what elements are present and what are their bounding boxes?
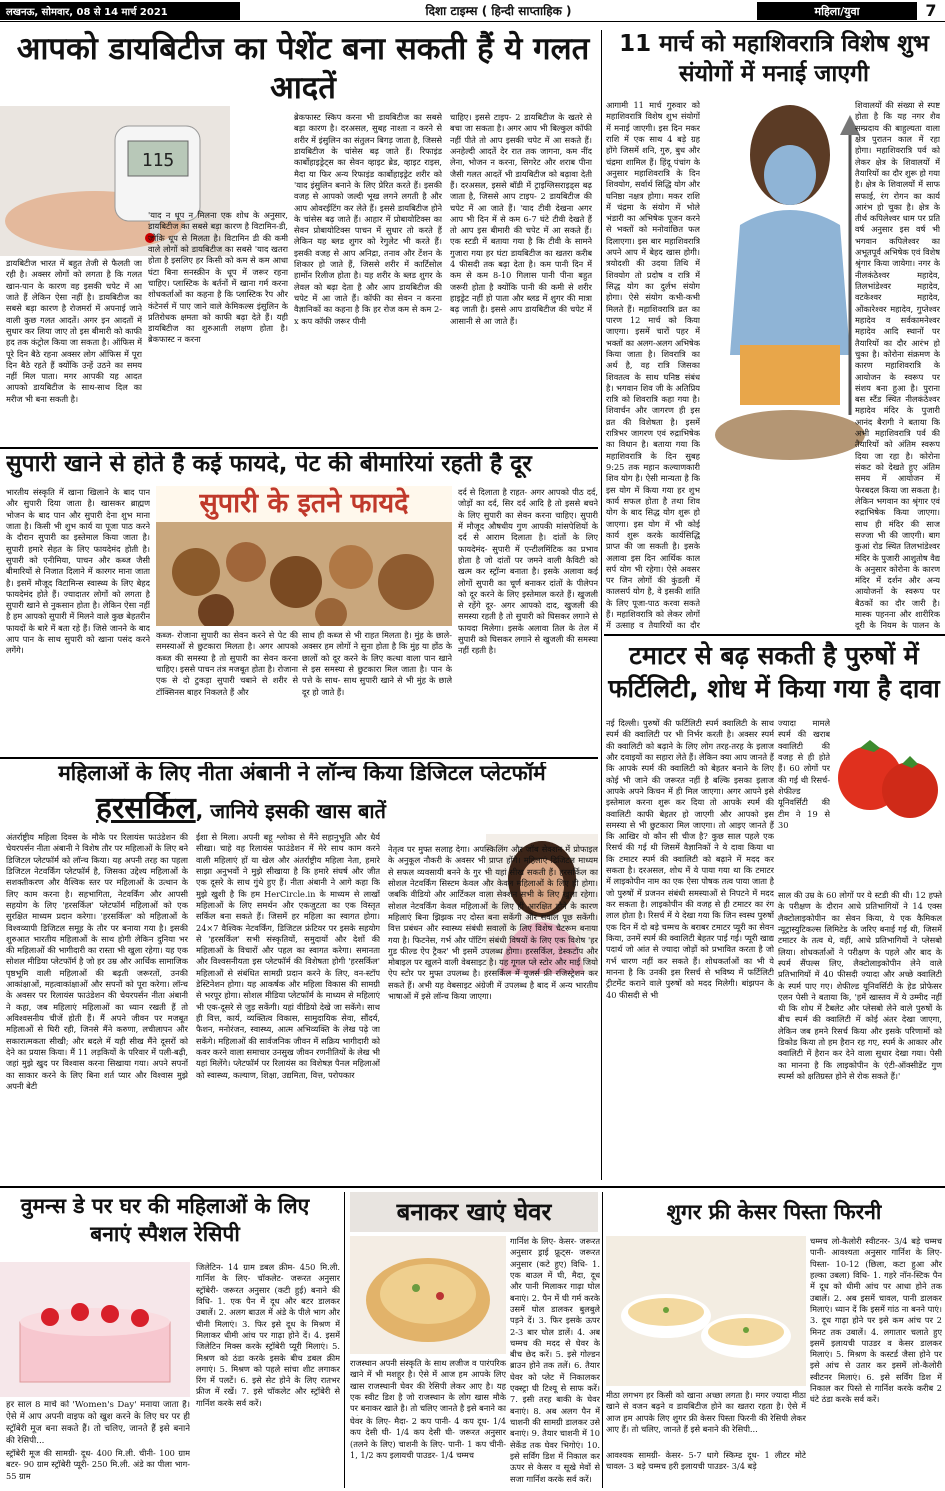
article7-ghevar-image (350, 1236, 506, 1354)
article3-subheadline (6, 792, 476, 826)
article8-headline: शुगर फ्री केसर पिस्ता फिरनी (666, 1200, 882, 1224)
article2-col1: भारतीय संस्कृति में खाना खिलाने के बाद पान और सुपारी दिया जाता है। खासकर ब्राह्मण भोजन के बाद पान और सुपारी देना शुभ माना जाता है। किसी भी शुभ कार्य या पूजा पाठ करने के दौरान सुपारी का इस्तेमाल किया जाता है। सुपारी हमारे सेहत के लिए फायदेमंद होती है। सुपारी को एनीमिया, पाचन और कब्ज जैसी बीमारियों से निजात दिलाने में कारगर माना जाता है। इसमें मौजूद विटामिन्स स्वास्थ्य के लिए बेहद फायदेमंद होते हैं। ज्यादातर लोगों को लगता है सुपारी खाने से नुकसान होता है। लेकिन ऐसा नहीं है हम आपको सुपारी में मिलने वाले कुछ बेहतरीन फायदों के बारे में बता रहे हैं। जिसे जानने के बाद आप पान के साथ सुपारी को खाना पसंद करने लगेंगे। (6, 487, 150, 656)
strawberry-cake-illustration (0, 1262, 190, 1397)
article5-col2b: साल की उम्र के 60 लोगों पर ये स्टडी की थी। 12 हफ्ते के परीक्षण के दौरान आधे प्रतिभागियों ने 14 एक्स लैक्टोलाइकोपीन का सेवन किया, ये एक कैमिकल न्यूट्रास्युटिकल्स लिमिटेड के जरिए बनाई गई थी, जिसमें टमाटर के तत्व थे, वहीं, आधे प्रतिभागियों ने प्लेसबो लिया। शोधकर्ताओं ने परीक्षण के पहले और बाद के स्पर्म सैंपल्स लिए, लैक्टोलाइकोपीन लेने वाले प्रतिभागियों में 40 फीसदी ज्यादा और अच्छे क्वालिटी के स्पर्म पाए गए। शेफील्ड यूनिवर्सिटी के हेड प्रोफेसर एलन पेसी ने बताया कि, 'हमें खास्तव में ये उम्मीद नहीं थी कि शोध में टैबलेट और प्लेसबो लेने वाले पुरुषों के बीच स्पर्म की क्वालिटी में कोई अंतर देखा जाएगा, लेकिन जब हमने रिसर्च किया और इसके परिणामों को डिकोड किया तो हम हैरान रह गए, स्पर्म के आकार और क्वालिटी में हैरान कर देने वाला सुधार देखा गया। पेसी का मानना है कि लाइकोपीन के एंटी-ऑक्सीडेंट गुण स्पर्म्स को क्षतिग्रस्त होने से रोक सकते हैं।' (778, 890, 942, 1081)
article5-tomato-image (830, 718, 942, 828)
article1-col1: डायबिटीज भारत में बहुत तेजी से फैलती जा रही है। अक्सर लोगों को लगता है कि गलत खान-पान के कारण वह इसकी चपेट में आ जाते हैं लेकिन ऐसा नहीं है। डायबिटीज का सबसे बड़ा कारण है रोजमर्रा में अपनाई जाने वाली कुछ गलत आदतें। अगर इन आदतों में सुधार कर लिया जाए तो इस बीमारी को काफी हद तक कंट्रोल किया जा सकता है। ऑफिस में पूरे दिन बैठे रहना अक्सर लोग ऑफिस में पूरा दिन बैठे रहते हैं क्योंकि उन्हें उठने का समय नहीं मिल पाता। मगर आपकी यह आदत आपको डायबिटीज के साथ-साथ दिल का मरीज भी बना सकती है। (6, 258, 142, 404)
article3-col1: अंतर्राष्ट्रीय महिला दिवस के मौके पर रिलायंस फाउंडेशन की चेयरपर्सन नीता अंबानी ने विशेष तौर पर महिलाओं के लिए बने डिजिटल प्लेटफॉर्म को लॉन्च किया। यह अपनी तरह का पहला डिजिटल नेटवर्किंग प्लेटफॉर्म है, जिसका उद्देश्य महिलाओं के सशक्तीकरण और वैश्विक स्तर पर महिलाओं के उत्थान के लिए काम करना है। सहभागिता, नेटवर्किंग और आपसी सहयोग के लिए 'हरसर्किल' प्लेटफॉर्म महिलाओं को एक सुरक्षित माध्यम प्रदान करेगा। 'हरसर्किल' को महिलाओं के विश्वव्यापी डिजिटल समूह के तौर पर बनाया गया है। इसकी शुरुआत भारतीय महिलाओं के साथ होगी लेकिन दुनिया भर की महिलाओं की भागीदारी का रास्ता भी खुला रहेगा। यह एक सोशल मीडिया प्लेटफॉर्म है जो हर उम्र और आर्थिक सामाजिक पृष्ठभूमि वाली महिलाओं की बढ़ती जरूरतों, उनकी आकांक्षाओं, महत्वाकांक्षाओं और सपनों को पूरा करेगा। लॉन्च के अवसर पर रिलायंस फाउंडेशन की चेयरपर्सन नीता अंबानी ने कहा, जब महिलाएं महिलाओं का ध्यान रखती हैं तो अविश्वसनीय चीजें होती हैं। मैं अपने जीवन पर मजबूत महिलाओं से घिरी रही, जिनसे मैंने करुणा, लचीलापन और सकारात्मकता सीखी; और बदले में यही सीख मैंने दूसरों को देने का प्रयास किया। मैं 11 लड़कियों के परिवार में पली-बढ़ी, जहां मुझे खुद पर विश्वास करना सिखाया गया। अपने सपनों का साकार करने के लिए बिना शर्त प्यार और विश्वास मुझे अपनी बेटी (6, 832, 188, 1091)
article2-banner-image (156, 486, 452, 626)
masthead: दिशा टाइम्स ( हिन्दी साप्ताहिक ) (425, 4, 572, 18)
article4-col2: शिवालयों की संख्या से स्पष्ट होता है कि यह नगर शैव सम्प्रदाय की बाहुल्यता वाला क्षेत्र पुरातन काल में रहा होगा। महाशिवरात्रि पर्व को लेकर क्षेत्र के शिवालयों में तैयारियों का दौर शुरू हो गया है। क्षेत्र के शिवालयों में साफ सफाई, रंग रोगन का कार्य आरंभ हो चुका है। क्षेत्र के तीर्थ कपिलेश्वर धाम पर प्रति वर्ष अनुसार इस वर्ष भी भगवान कपिलेश्वर का अभूतपूर्व अभिषेक एवं विशेष श्रृंगार किया जायेगा। नगर के नीलकंठेश्वर महादेव, तिलभांडेश्वर महादेव, वटकेश्वर महादेव, ओंकारेश्वर महादेव, गुप्तेश्वर महादेव व सर्वकामनेश्वर महादेव आदि स्थानों पर तैयारियों का दौर आरंभ हो चुका है। कोरोना संक्रमण के कारण महाशिवरात्रि के आयोजन के स्वरूप पर संशय बना हुआ है। पुराना बस स्टैंड स्थित नीलकंठेश्वर महादेव मंदिर के पुजारी आनंद बैरागी ने बताया कि अभी महाशिवरात्रि पर्व की तैयारियों को अंतिम स्वरूप दिया जा रहा है। कोरोना संकट को देखते हुए अंतिम समय में आयोजन में फेरबदल किया जा सकता है। लेकिन भगवान का श्रृंगार एवं रुद्राभिषेक किया जाएगा। साथ ही मंदिर की साज सज्जा भी की जाएगी। बाग कुआं रोड स्थित तिलभांडेश्वर मंदिर के पुजारी आशुतोष वैद्य के अनुसार कोरोना के कारण मंदिर में दर्शन और अन्य आयोजनों के स्वरूप पर बैठकों का दौर जारी है। मास्क पहनना और शारीरिक दूरी के नियम के पालन के (855, 100, 940, 630)
divider (0, 757, 598, 759)
divider (0, 447, 598, 449)
article6-col2: जिलेटिन- 14 ग्राम डबल क्रीम- 450 मि.ली. गार्निश के लिए- चॉकलेट- जरूरत अनुसार स्ट्रॉबेरी- जरूरत अनुसार (कटी हुई) बनाने की विधि- 1. एक पैन में दूध और बटर डालकर उबालें। 2. अलग बाउल में अंडे के पीले भाग और चीनी मिलाएं। 3. फिर इसे दूध के मिश्रण में मिलाकर धीमी आंच पर गाढ़ा होने दें। 4. इसमें जिलेटिन मिक्स करके स्ट्रॉबेरी प्यूरी मिलाएं। 5. मिश्रण को ठंडा करके इसके बीच डबल क्रीम लगाएं। 5. मिश्रण को पहले सांचा शीट लगाकर रिंग में पलटें। 6. इसे सेट होने के लिए रातभर फ्रीज में रखें। 7. इसे चॉकलेट और स्ट्रॉबेरी से गार्निश करके सर्व करें। (196, 1262, 340, 1408)
article1-col2: 'याद न धूप न मिलना एक शोध के अनुसार, डायबिटीज का सबसे बड़ा कारण है विटामिन-डी, जोकि धूप से मिलता है। विटामिन डी की कमी वाले लोगों को डायबिटीज का सबसे 'याद खतरा होता है इसलिए हर किसी को कम से कम आधा घंटा बिना सनस्क्रीन के धूप में जरूर रहना चाहिए। प्लास्टिक के बर्तनों में खाना गर्म करना शोधकर्ताओं का कहना है कि प्लास्टिक रैप और कंटेनर्स में पाए जाने वाले केमिकल्स इंसुलिन के प्रतिरोधक क्षमता को काफी बढ़ा देते हैं। यही डायबिटीज का शुरुआती लक्षण होता है। ब्रेकफास्ट न करना (148, 210, 288, 345)
article8-intro: मीठा लगभग हर किसी को खाना अच्छा लगता है। मगर ज्यादा मीठा खाने से वजन बढ़ने व डायबिटीज होने का खतरा रहता है। ऐसे में आज हम आपके लिए शुगर फ्री केसर पिस्ता फिरनी की रेसिपी लेकर आए हैं। तो चलिए, जानते हैं इसे बनाने की रेसिपी... (606, 1390, 806, 1434)
banner-title: सुपारी के इतने फायदे (156, 486, 452, 522)
section-label: महिला/युवा (757, 2, 917, 20)
article2-headline: सुपारी खाने से होते है कई फायदे, पेट की बीमारियां रहती है दूर (6, 452, 532, 477)
hercircle-title: हरसर्किल (96, 792, 196, 826)
article4-shiva-image (700, 95, 880, 470)
article6-headline: वुमन्स डे पर घर की महिलाओं के लिए बनाएं स्पैशल रेसिपी (20, 1194, 310, 1247)
article3-col2: ईशा से मिला। अपनी बहू श्लोका से मैंने सहानुभूति और धैर्य सीखा। चाहे वह रिलायंस फाउंडेशन में मेरे साथ काम करने वाली महिलाएं हों या खेल और अंतर्राष्ट्रीय महिला नेता, हमारे साझा अनुभवों ने मुझे सीखाया है कि हमारे संघर्ष और जीत एक दूसरे के साथ गुंथे हुए हैं। नीता अंबानी ने आगे कहा कि मुझे खुशी है कि हम HerCircle.in के माध्यम से लाखों महिलाओं के लिए समर्थन और एकजुटता का एक विस्तृत सर्किल बना सकते हैं। जिसमें हर महिला का स्वागत होगा। 24×7 वैश्विक नेटवर्किंग, डिजिटल फ्रंटियर पर इसके सहयोग से 'हरसर्किल' सभी संस्कृतियों, समुदायों और देशों की महिलाओं के विचारों और पहल का स्वागत करेगा। समानता और विश्वसनीयता इस प्लेटफॉर्म की विशेषता होगी 'हरसर्किल' महिलाओं से संबंधित सामग्री प्रदान करने के लिए, वन-स्टॉप डेस्टिनेशन होगा। यह आकर्षक और महिला विकास की सामग्री से भरपूर होगा। सोशल मीडिया प्लेटफॉर्म के माध्यम से महिलाएं भी एक-दूसरे से जुड़ सकेंगी। यहां वीडियो देखे जा सकेंगे। साथ ही वित्त, कार्य, व्यक्तित्व विकास, सामुदायिक सेवा, सौंदर्य, फैशन, मनोरंजन, स्वास्थ्य, आत्म अभिव्यक्ति के लेख पढ़े जा सकेंगे। महिलाओं की सार्वजनिक जीवन में सक्रिय भागीदारी को कवर करने वाला समाचार उनसुख जीवन रणनीतियों के लेख भी यहां मिलेंगे। प्लेटफॉर्म पर रिलायंस का विशेषज्ञ पैनल महिलाओं को स्वास्थ्य, कल्याण, शिक्षा, उद्यमिता, वित्त, परोपकार (196, 832, 380, 1080)
article7-intro: राजस्थान अपनी संस्कृति के साथ लजीज व पारंपरिक खाने में भी मशहूर है। ऐसे में आज हम आपके लिए खास राजस्थानी घेवर की रेसिपी लेकर आए है। यह एक स्वीट डिश है जो राजस्थान के लोग खास मौके पर बनाकर खाते है। तो चलिए जानते है इसे बनाने का (350, 1358, 506, 1414)
article1-headline: आपको डायबिटीज का पेशेंट बना सकती हैं ये गलत आदतें (16, 31, 590, 106)
phirni-bowls-illustration (606, 1236, 806, 1386)
column-divider (602, 1192, 603, 1488)
article3-headline: महिलाओं के लिए नीता अंबानी ने लॉन्च किया डिजिटल प्लेटफॉर्म (58, 762, 546, 785)
article8-phirni-image (606, 1236, 806, 1386)
article6-cake-image (0, 1262, 190, 1397)
article1-col3: ब्रेकफास्ट स्किप करना भी डायबिटीज का सबसे बड़ा कारण है। दरअसल, सुबह नाश्ता न करने से शरीर में इंसुलिन का संतुलन बिगड़ जाता है, जिससे डायबिटीज के चांसेस बढ़ जाते हैं। रिफाइंड कार्बोहाइड्रेट्स का सेवन व्हाइट ब्रेड, व्हाइट राइस, मैदा या फिर अन्य रिफाइंड कार्बोहाइड्रेट शरीर को 'याद इंसुलिन बनाने के लिए प्रेरित करते हैं। इसकी वजह से आपको जल्दी भूख लगने लगती है और आप ओवरईटिंग कर लेते हैं। इससे डायबिटीज होने के चांसेस बढ़ जाते हैं। आहार में प्रोबायोटिक्स का सेवन प्रोबायोटिक्स पाचन में सुधार तो करते हैं लेकिन यह ब्लड शुगर को रेगुलेट भी करते हैं। इसकी वजह से आप अनिद्रा, तनाव और टेंशन के शिकार हो जाते हैं, जिससे शरीर में कार्टिसोल हार्मोन रिलीज होता है। यह शरीर के ब्लड शुगर के लेवल को बढ़ा देता है और आप डायबिटीज की चपेट में आ जाते हैं। कॉफी का सेवन न करना वैज्ञानिकों का कहना है कि हर रोज कम से कम 2-x कप कॉफी जरूर पीनी (294, 112, 442, 326)
article4-headline: 11 मार्च को महाशिवरात्रि विशेष शुभ संयोगों में मनाई जाएगी (619, 31, 929, 87)
article8-ingredients: आवश्यक सामग्री- केसर- 5-7 धागे स्किम्ड दूध- 1 लीटर मोटे चावल- 3 बड़े चम्मच हरी इलायची पाउडर- 3/4 बड़े (606, 1450, 806, 1472)
article3-col3: नेतृत्व पर मुफ्त सलाह देगा। अपस्किलिंग और जॉब सेक्शन में प्रोफाइल के अनुकूल नौकरी के अवसर भी प्राप्त होंगे। महिलाएं डिजिटल माध्यम से सफल व्यवसायी बनने के गुर भी यहां सीख सकती हैं। हरसर्किल का सोशल नेटवर्किंग सिस्टम केवल और केवल महिलाओं के लिए ही होगा। जबकि वीडियो और आर्टिकल वाला सेक्शन सभी के लिए खुला रहेगा। सोशल नेटवर्किंग केवल महिलाओं के लिए ही आरक्षित होने के कारण महिलाएं बिना झिझक नए दोस्त बना सकेंगी और सवाल पूछ सकेंगी। वित्त प्रबंधन और स्वास्थ्य संबंधी सवालों के लिए विशेष चैटरूम बनाया गया है। फिटनेस, गर्भ और पॉटिंग संबंधी विषयों के लिए एक विशेष 'हर गुड फील्ड ऐप ट्रैकर' भी इसमें उपलब्ध होगा। हरसर्किल, डेस्कटॉप और मोबाइल पर खुलने वाली वेबसाइट है। यह गूगल प्ले स्टोर और माई जियो ऐप स्टोर पर मुफ्त उपलब्ध है। हरसर्किल में यूजर्स फ्री रजिस्ट्रेशन कर सकते हैं। अभी यह वेबसाइट अंग्रेजी में उपलब्ध है बाद में अन्य भारतीय भाषाओं में इसे लॉन्च किया जाएगा। (388, 844, 598, 1002)
areca-nuts-illustration (156, 522, 452, 626)
article2-col2: कब्ज- रोजाना सुपारी का सेवन करने से पेट की समस्याओं से छुटकारा मिलता है। अगर आपको कब्ज की समस्या है तो सुपारी का सेवन करना चाहिए। इससे पाचन तंत्र मजबूत होता है। रोजाना एक से दो टुकड़ा सुपारी चबाने से शरीर से टॉक्सिनस बाहर निकलते हैं और (156, 630, 298, 697)
ghevar-illustration (350, 1236, 506, 1354)
column-divider (601, 30, 602, 1180)
article7-headline: बनाकर खाएं घेवर (350, 1192, 598, 1232)
article8-col2: चम्मच लो-कैलोरी स्वीटनर- 3/4 बड़े चम्मच पानी- आवश्यता अनुसार गार्निश के लिए- पिस्ता- 10-12 (छिला, कटा हुआ और हल्का उबला) विधि- 1. गहरे नॉन-स्टिक पैन में दूध को धीमी आंच पर आधा होने तक उबालें। 2. अब इसमें चावल, पानी डालकर मिलाएं। ध्यान दें कि इसमें गांठ ना बनने पाएं। 3. दूध गाढ़ा होने पर इसे कम आंच पर 2 मिनट तक उबालें। 4. लगातार चलाते हुए इसमें इलायची पाउडर व केसर डालकर मिलाएं। 5. मिश्रण के कस्टर्ड जैसा होने पर इसे आंच से उतार कर इसमें लो-कैलोरी स्वीटनर मिलाएं। 6. इसे सर्विंग डिश में निकाल कर पिस्ते से गार्निश करके करीब 2 घंटे ठंडा करके सर्व करें। (810, 1236, 942, 1405)
svg-text:115: 115 (141, 150, 175, 171)
article6-intro: हर साल 8 मार्च को 'Women's Day' मनाया जाता है। ऐसे में आप अपनी वाइफ को खुश करने के लिए घर पर ही स्ट्रॉबेरी मूज बना सकते हैं। तो चलिए, जानते हैं इसे बनाने की रेसिपी... (6, 1400, 190, 1446)
article5-col1: नई दिल्ली। पुरुषों की फर्टिलिटी स्पर्म क्वालिटी के साथ स्पर्म की क्वालिटी पर भी निर्भर करती है। अक्सर स्पर्म की क्वालिटी को बढ़ाने के लिए लोग तरह-तरह के इलाज और दवाइयों का सहारा लेते हैं। लेकिन क्या आप जानते हैं कि आपके स्पर्म की क्वालिटी को बेहतर बनाने के लिए कोई भी जाने की जरूरत नहीं है बल्कि इसका इलाज आपके अपने किचन में ही मिल जाएगा। अगर आपने इसे इस्तेमाल करना शुरू कर दिया तो आपके स्पर्म की क्वालिटी काफी बेहतर हो जाएगी और आपको इस समस्या से भी छुटकारा मिल जाएगा। तो आइए जानते हैं कि आखिर वो कौन सी चीज है? कुछ साल पहले एक रिसर्च की गई थी जिसमें वैज्ञानिकों ने ये दावा किया था कि टमाटर स्पर्म की क्वालिटी को बढ़ाने में मदद कर सकता है। दरअसल, शोध में ये पाया गया था कि टमाटर में लाइकोपीन नाम का एक ऐसा पोषक तत्व पाया जाता है जो पुरुषों में प्रजनन संबंधी समस्याओं से निपटने में मदद कर सकता है। लाइकोपीन की वजह से ही टमाटर का रंग लाल होता है। रिसर्च में ये देखा गया कि जिन स्वस्थ पुरुषों एक दिन में दो बड़े चम्मच के बराबर टमाटर प्यूरी का सेवन किया, उनमें स्पर्म की क्वालिटी बेहतर पाई गई। प्यूरी खाद्य पदार्थ जो आंत से ज्यादा जोड़ों को प्रभावित करता है जो गर्भ धारण नहीं कर सकते हैं। शोधकर्ताओं का भी ये मानना है कि उनकी इस रिसर्च से भविष्य में फर्टिलिटी ट्रीटमेंट कराने वाले पुरुषों को मदद मिलेगी। बांझपन के 40 फीसदी से भी (606, 718, 774, 1000)
article5-col2a: ज्यादा मामले स्पर्म की खराब क्वालिटी की वजह से ही होते हैं। 60 लोगों पर की गई थी रिसर्च- शेफील्ड यूनिवर्सिटी की टीम ने 19 से 30 (778, 718, 830, 830)
tomatoes-illustration (830, 718, 942, 828)
divider (604, 634, 945, 636)
article7-col2: गार्निश के लिए- केसर- जरूरत अनुसार ड्राई फ्रूट्स- जरूरत अनुसार (कटे हुए) विधि- 1. एक बाउल में घी, मैदा, दूध और पानी मिलाकर गाढ़ा घोल बनाएं। 2. पैन में घी गर्म करके उसमें घोल डालकर बुलबुले पड़ने दें। 3. फिर इसके ऊपर 2-3 बार घोल डालें। 4. अब चम्मच की मदद से घेवर के बीच छेद करें। 5. इसे गोल्डन ब्राउन होने तक तलें। 6. तैयार घेवर को प्लेट में निकालकर एक्स्ट्रा घी टिश्यू से साफ करें। 7. इसी तरह बाकी के घेवर बनाएं। 8. अब अलग पैन में चाशनी की सामग्री डालकर उसे बनाएं। 9. तैयार चाशनी में 10 सेकेंड तक घेवर भिगोएं। 10. इसे सर्विंग डिश में निकाल कर ऊपर से केसर व सूखे मेवों से सजा गार्निश करके सर्व करें। (510, 1236, 600, 1484)
lord-shiva-illustration (700, 95, 880, 470)
column-divider (344, 1192, 345, 1488)
article4-col1: आगामी 11 मार्च गुरुवार को महाशिवरात्रि विशेष शुभ संयोगों में मनाई जाएगी। इस दिन मकर राशि में एक साथ 4 बड़े ग्रह होंगे जिसमें शनि, गुरु, बुध और चंद्रमा शामिल हैं। हिंदू पंचांग के अनुसार महाशिवरात्रि के दिन शिवयोग, सर्वार्थ सिद्धि योग और घनिष्ठा नक्षत्र होगा। मकर राशि में चंद्रमा के संयोग में भोले भंडारी का अभिषेक पूजन करने से भक्तों को मनोवांछित फल दिलाएगा। इस बार महाशिवरात्रि अपने आप में बेहद खास होगी। त्रयोदशी की उदया तिथि में शिवयोग तो प्रदोष व रात्रि में सिद्ध योग का दुर्लभ संयोग होगा। ऐसे संयोग कभी-कभी मिलते हैं। महाशिवरात्रि व्रत का पारण 12 मार्च को किया जाएगा। इसमें चारों पहर में भक्तों का अलग-अलग अभिषेक किया जाता है। शिवरात्रि का अर्थ है, वह रात्रि जिसका शिवतत्व के साथ घनिष्ठ संबंध है। भगवान शिव जी के अतिप्रिय रात्रि को शिवरात्रि कहा गया है। शिवार्चन और जागरण ही इस व्रत की विशेषता है। इसमें रात्रिभर जागरण एवं रुद्राभिषेक का विधान है। बताया गया कि महाशिवरात्रि के दिन सुबह 9:25 तक महान कल्याणकारी शिव योग है। ऐसी मान्यता है कि इस योग में किया गया हर शुभ कार्य सफल होता है तथा शिव योग के बाद सिद्ध योग शुरू हो जाएगा। इस योग में भी कोई कार्य शुरू करके कार्यसिद्धि प्राप्त की जा सकती है। इसके अलावा इस दिन आर्थिक काल सर्प योग भी रहेगा। ऐसे अवसर पर जिन लोगों की कुंडली में कालसर्प योग है, वे इसकी शांति के लिए पूजा-पाठ करवा सकते हैं। महाशिवरात्रि को लेकर लोगों में उत्साह व तैयारियों का दौर (606, 100, 700, 630)
article2-col3: साथ ही कब्ज से भी राहत मिलता है। मुंह के छाले- अक्सर हम लोगों ने सुना होता है कि मुंह या होंठ के छालों को दूर करने के लिए कत्था वाला पान खाने से इस समस्या से छुटकारा मिल जाता है। पान के पत्ते के साथ- साथ सुपारी खाने से भी मुंह के छाले दूर हो जाते हैं। (302, 630, 452, 697)
article1-col4: चाहिए। इससे टाइप- 2 डायबिटीज के खतरे से बचा जा सकता है। अगर आप भी बिल्कुल कॉफी नहीं पीते तो आप इसकी चपेट में आ सकते हैं। अनहेल्दी आदतें देर रात तक जागना, कम नींद लेना, भोजन न करना, सिगरेट और शराब पीना जैसी गलत आदतें भी डायबिटीज को बढ़ावा देती हैं। दरअसल, इससे बॉडी में ट्राइग्लिसराइड्स बढ़ जाता है, जिससे आप टाइप- 2 डायबिटीज की चपेट में आ जाते हैं। 'याद टीवी देखना अगर आप भी दिन में से कम 6-7 घंटे टीवी देखते हैं तो आप इस बीमारी की चपेट में आ सकते हैं। एक स्टडी में बताया गया है कि टीवी के सामने गुजारा गया हर घंटा डायबिटीज का खतरा करीब 4 फीसदी तक बढ़ा देता है। कम पानी दिन में कम से कम 8-10 गिलास पानी पीना बहुत जरूरी होता है क्योंकि पानी की कमी से शरीर हाइड्रेट नहीं हो पाता और ब्लड में शुगर की मात्रा बढ़ जाती है। इससे आप डायबिटीज की चपेट में आसानी से आ जाते हैं। (450, 112, 592, 326)
article7-ingredients: घेवर के लिए- मैदा- 2 कप पानी- 4 कप दूध- 1/4 कप देसी घी- 1/4 कप देसी घी- जरूरत अनुसार (तलने के लिए) चाशनी के लिए- पानी- 1 कप चीनी- 1, 1/2 कप इलायची पाउडर- 1/4 चम्मच (350, 1416, 506, 1460)
article6-ingredients: स्ट्रॉबेरी मूज की सामग्री- दूध- 400 मि.ली. चीनी- 100 ग्राम बटर- 90 ग्राम स्ट्रॉबेरी प्यूरी- 250 मि.ली. अंडे का पीला भाग- 55 ग्राम (6, 1448, 190, 1481)
divider (0, 1186, 945, 1188)
city-date: लखनऊ, सोमवार, 08 से 14 मार्च 2021 (0, 2, 240, 20)
page-number: 7 (925, 1, 937, 20)
article3-headline-rest: , जानिये इसकी खास बातें (195, 799, 386, 823)
top-bar (0, 0, 945, 22)
article2-col4: दर्द से दिलाता है राहत- अगर आपको पीठ दर्द, जोड़ों का दर्द, सिर दर्द आदि है तो इससे बचने के लिए सुपारी का सेवन करना चाहिए। सुपारी में मौजूद औषधीय गुण आपकी मांसपेशियों के दर्द से आराम दिलाता है। दांतों के लिए फायदेमंद- सुपारी में एन्टीलमिंटिक का प्रभाव होता है जो दांतों पर जमने वाली कैविटी को खत्म कर स्ट्रॉन्ग बनाता है। इसके अलावा कई लोगों सुपारी का चूर्ण बनाकर दांतों के पीलेपन को दूर करने के लिए इस्तेमाल करते हैं। खुजली से रहेंगे दूर- अगर आपको दाद, खुजली की समस्या रहती है तो सुपारी को घिसकर लगाने से फायदा मिलेगा। इसके अलावा तिल के तेल में सुपारी को घिसकर लगाने से खुजली की समस्या नहीं रहती है। (458, 487, 598, 656)
article5-headline: टमाटर से बढ़ सकती है पुरुषों में फर्टिलिटी, शोध में किया गया है दावा (608, 641, 940, 703)
article4-col1b (606, 470, 776, 630)
